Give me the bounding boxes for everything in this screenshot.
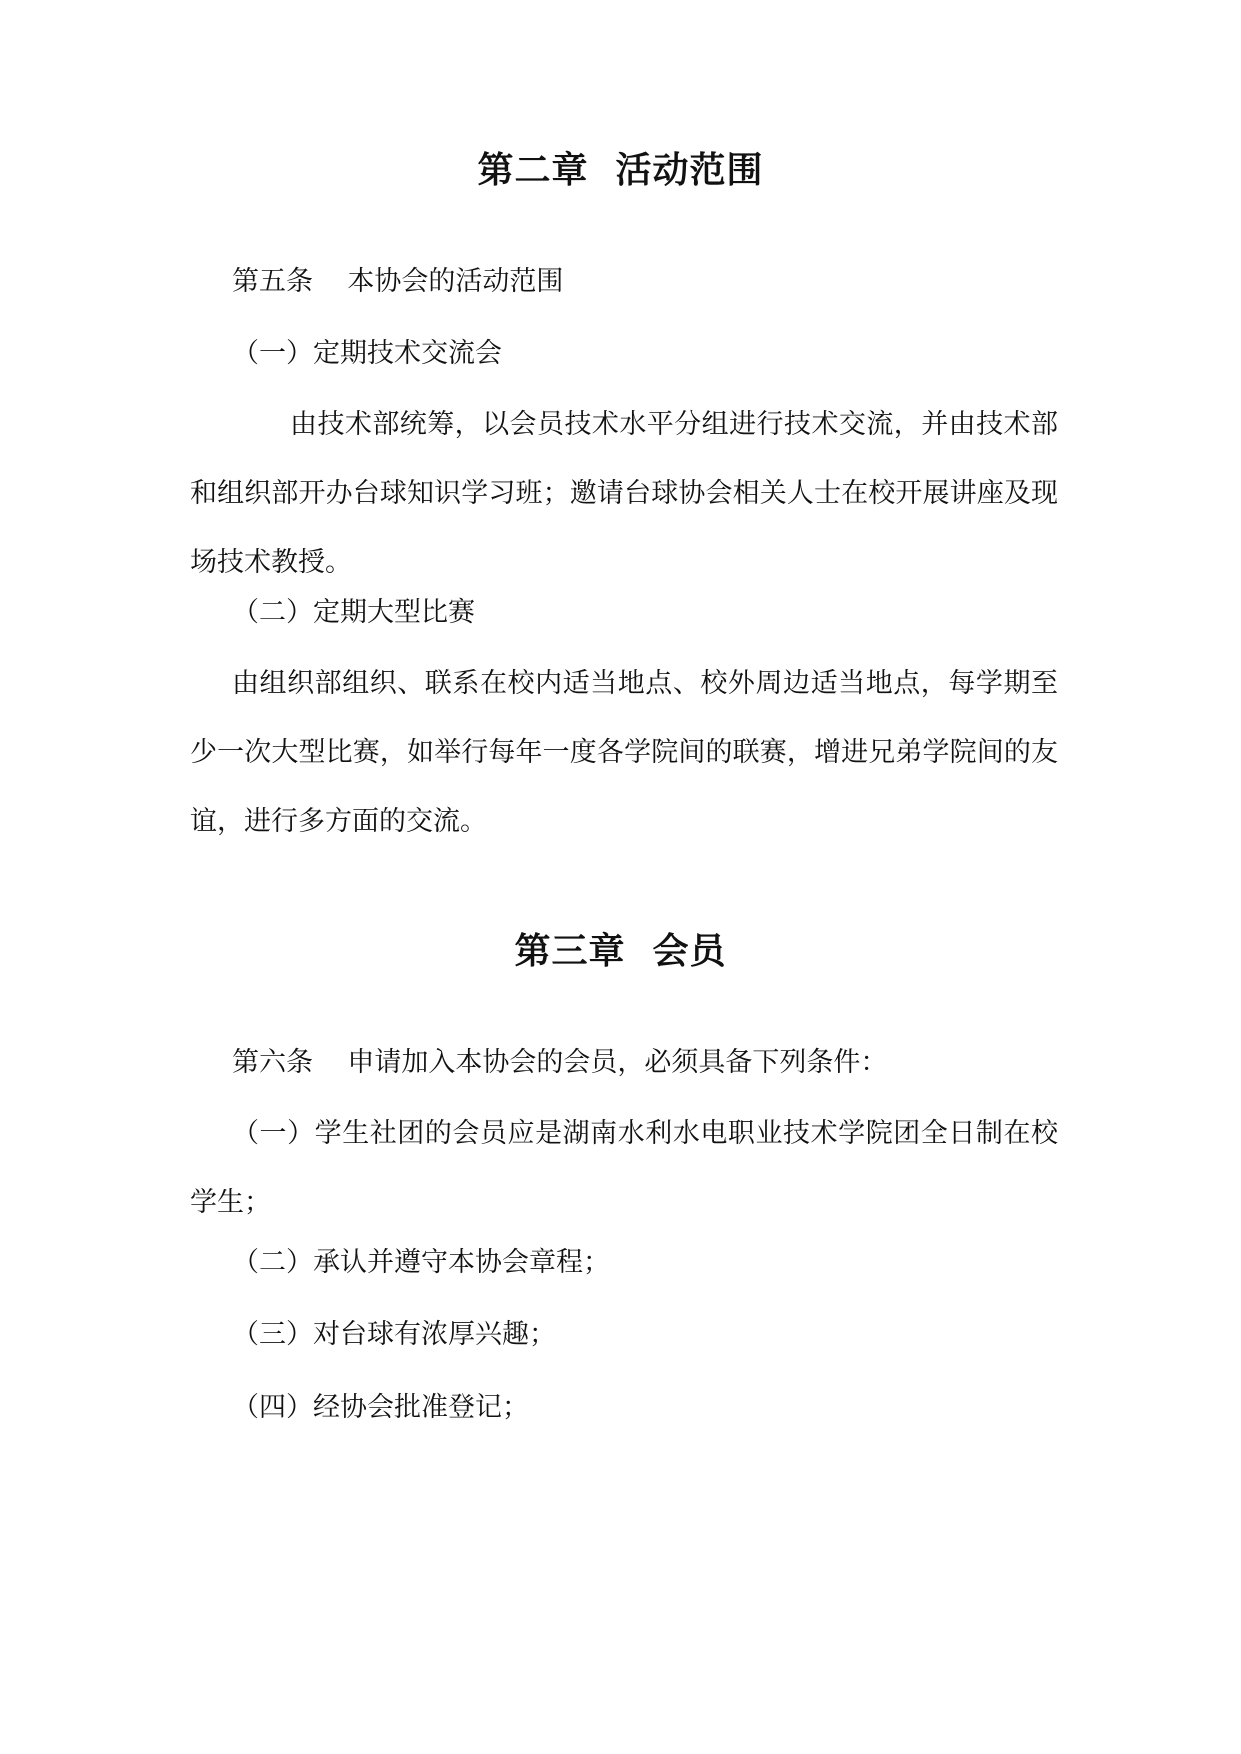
item-2-heading: （二）定期大型比赛 [232,597,475,628]
condition-4: （四）经协会批准登记； [232,1392,529,1423]
article-6-heading: 第六条 申请加入本协会的会员，必须具备下列条件： [232,1047,888,1078]
chapter-2-title: 第二章 活动范围 [477,150,764,191]
condition-1: （一）学生社团的会员应是湖南水利水电职业技术学院团全日制在校学生； [190,1118,1058,1218]
article-5-heading: 第五条 本协会的活动范围 [232,266,564,297]
item-2-body: 由组织部组织、联系在校内适当地点、校外周边适当地点，每学期至少一次大型比赛，如举行每年一度各学院间的联赛，增进兄弟学院间的友谊，进行多方面的交流。 [190,668,1058,837]
item-1-heading: （一）定期技术交流会 [232,338,502,369]
condition-3: （三）对台球有浓厚兴趣； [232,1319,556,1350]
chapter-3-title: 第三章 会员 [514,931,727,972]
item-1-body: 由技术部统筹，以会员技术水平分组进行技术交流，并由技术部和组织部开办台球知识学习班；邀请台球协会相关人士在校开展讲座及现场技术教授。 [190,409,1058,578]
condition-2: （二）承认并遵守本协会章程； [232,1247,610,1278]
